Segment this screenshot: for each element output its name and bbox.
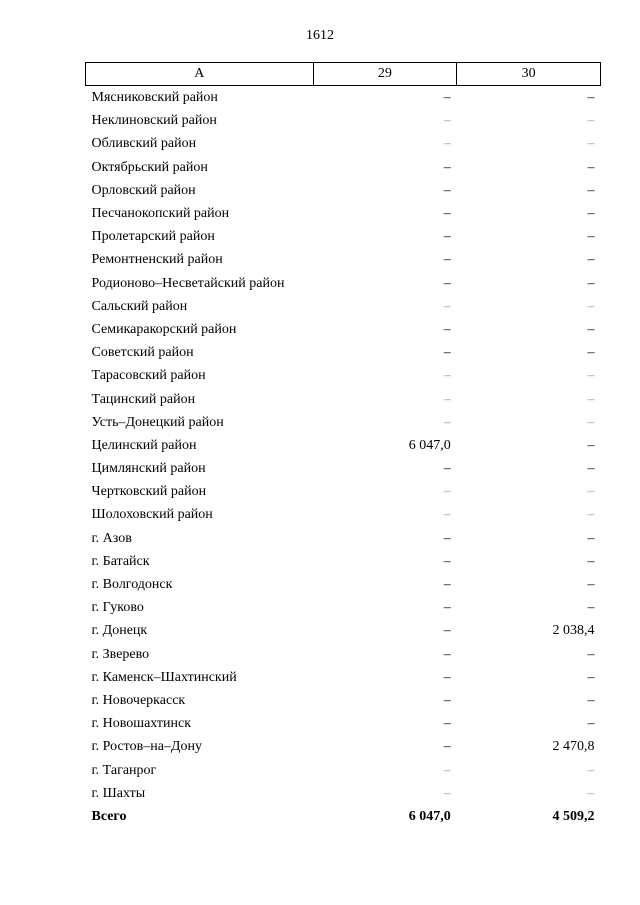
value-29-cell: – <box>443 391 451 407</box>
table-row <box>86 503 601 526</box>
row-name-cell: г. Батайск <box>91 553 150 569</box>
value-29-cell: – <box>443 298 451 314</box>
row-name-cell: г. Каменск–Шахтинский <box>91 669 237 685</box>
table-row <box>86 387 601 410</box>
table-row <box>86 109 601 132</box>
table-row <box>86 318 601 341</box>
value-29-cell: – <box>443 113 451 129</box>
table-row <box>86 295 601 318</box>
table-row <box>86 132 601 155</box>
value-30-cell: – <box>587 391 595 407</box>
value-29-cell: – <box>443 461 451 477</box>
value-30-cell: – <box>587 600 595 616</box>
value-29-cell: – <box>443 762 451 778</box>
value-29-cell: – <box>443 507 451 523</box>
value-30-cell: – <box>587 553 595 569</box>
value-30-cell: – <box>587 298 595 314</box>
value-29-cell: – <box>443 553 451 569</box>
value-30-cell: 2 470,8 <box>552 739 595 755</box>
column-header-29: 29 <box>313 63 457 86</box>
data-table <box>85 62 601 828</box>
value-30-cell: – <box>587 716 595 732</box>
value-30-cell: – <box>587 252 595 268</box>
row-name-cell: г. Волгодонск <box>91 577 173 593</box>
row-name-cell: Целинский район <box>91 437 197 453</box>
table-row <box>86 689 601 712</box>
value-30-cell: – <box>587 530 595 546</box>
table-body <box>86 86 601 829</box>
value-29-cell: – <box>443 229 451 245</box>
table-row <box>86 156 601 179</box>
value-30-cell: – <box>587 437 595 453</box>
row-name-cell: г. Азов <box>91 530 132 546</box>
row-name-cell: Сальский район <box>91 298 188 314</box>
row-name-cell: г. Ростов–на–Дону <box>91 739 202 755</box>
table-row <box>86 643 601 666</box>
value-29-cell: – <box>443 136 451 152</box>
column-header-30: 30 <box>457 63 601 86</box>
table-row <box>86 712 601 735</box>
table-row <box>86 480 601 503</box>
value-30-cell: – <box>587 113 595 129</box>
table-row <box>86 411 601 434</box>
table-row <box>86 758 601 781</box>
table-row <box>86 179 601 202</box>
value-30-cell: – <box>587 646 595 662</box>
row-name-cell: Усть–Донецкий район <box>91 414 224 430</box>
value-29-cell: – <box>443 692 451 708</box>
value-30-cell: – <box>587 368 595 384</box>
table-row <box>86 202 601 225</box>
table-row <box>86 434 601 457</box>
row-name-cell: Советский район <box>91 345 194 361</box>
value-30-cell: 2 038,4 <box>552 623 595 639</box>
value-30-cell: – <box>587 461 595 477</box>
value-29-cell: – <box>443 414 451 430</box>
table-row <box>86 364 601 387</box>
table-row <box>86 573 601 596</box>
value-29-cell: – <box>443 669 451 685</box>
row-name-cell: Пролетарский район <box>91 229 215 245</box>
row-name-cell: Чертковский район <box>91 484 207 500</box>
row-name-cell: Мясниковский район <box>91 90 218 106</box>
page-number: 1612 <box>306 28 334 43</box>
row-name-cell: Тарасовский район <box>91 368 206 384</box>
value-29-cell: – <box>443 345 451 361</box>
value-29-cell: – <box>443 368 451 384</box>
row-name-cell: Орловский район <box>91 182 196 198</box>
table-row <box>86 86 601 110</box>
row-name-cell: Песчанокопский район <box>91 206 230 222</box>
value-30-cell: – <box>587 507 595 523</box>
value-29-cell: – <box>443 785 451 801</box>
value-29-cell: – <box>443 530 451 546</box>
row-name-cell: Цимлянский район <box>91 461 206 477</box>
row-name-cell: г. Новочеркасск <box>91 692 186 708</box>
table-row <box>86 619 601 642</box>
value-29-cell: – <box>443 484 451 500</box>
table-row <box>86 735 601 758</box>
value-30-cell: – <box>587 229 595 245</box>
row-name-cell: г. Новошахтинск <box>91 716 192 732</box>
table-row <box>86 272 601 295</box>
value-29-cell: – <box>443 90 451 106</box>
table-row <box>86 527 601 550</box>
row-name-cell: г. Гуково <box>91 600 144 616</box>
value-30-cell: – <box>587 669 595 685</box>
table-row <box>86 550 601 573</box>
row-name-cell: Родионово–Несветайский район <box>91 275 285 291</box>
value-29-cell: – <box>443 252 451 268</box>
row-name-cell: Семикаракорский район <box>91 321 237 337</box>
value-30-cell: – <box>587 577 595 593</box>
table-row <box>86 457 601 480</box>
table-row <box>86 341 601 364</box>
value-29-cell: – <box>443 600 451 616</box>
total-label: Всего <box>91 808 127 824</box>
column-header-a: А <box>86 63 314 86</box>
table-row <box>86 248 601 271</box>
value-29-cell: – <box>443 739 451 755</box>
row-name-cell: г. Таганрог <box>91 762 157 778</box>
value-29-cell: – <box>443 321 451 337</box>
value-30-cell: – <box>587 692 595 708</box>
value-29-cell: – <box>443 716 451 732</box>
value-30-cell: – <box>587 206 595 222</box>
value-30-cell: – <box>587 762 595 778</box>
value-29-cell: – <box>443 646 451 662</box>
row-name-cell: г. Шахты <box>91 785 146 801</box>
value-30-cell: – <box>587 414 595 430</box>
value-29-cell: – <box>443 182 451 198</box>
value-30-cell: – <box>587 90 595 106</box>
value-30-cell: – <box>587 345 595 361</box>
row-name-cell: Обливский район <box>91 136 197 152</box>
total-row <box>86 805 601 828</box>
row-name-cell: Ремонтненский район <box>91 252 223 268</box>
table-header-row <box>86 63 601 86</box>
total-30: 4 509,2 <box>552 808 595 824</box>
value-30-cell: – <box>587 321 595 337</box>
value-29-cell: – <box>443 206 451 222</box>
value-30-cell: – <box>587 136 595 152</box>
value-30-cell: – <box>587 785 595 801</box>
value-30-cell: – <box>587 275 595 291</box>
value-30-cell: – <box>587 182 595 198</box>
value-29-cell: – <box>443 577 451 593</box>
row-name-cell: Тацинский район <box>91 391 196 407</box>
table-row <box>86 225 601 248</box>
value-30-cell: – <box>587 484 595 500</box>
value-29-cell: 6 047,0 <box>408 437 451 453</box>
row-name-cell: Октябрьский район <box>91 159 208 175</box>
value-29-cell: – <box>443 275 451 291</box>
row-name-cell: Неклиновский район <box>91 113 217 129</box>
row-name-cell: Шолоховский район <box>91 507 213 523</box>
value-29-cell: – <box>443 159 451 175</box>
total-29: 6 047,0 <box>408 808 451 824</box>
value-30-cell: – <box>587 159 595 175</box>
table-row <box>86 782 601 805</box>
table-row <box>86 596 601 619</box>
value-29-cell: – <box>443 623 451 639</box>
row-name-cell: г. Зверево <box>91 646 150 662</box>
row-name-cell: г. Донецк <box>91 623 148 639</box>
table-row <box>86 666 601 689</box>
